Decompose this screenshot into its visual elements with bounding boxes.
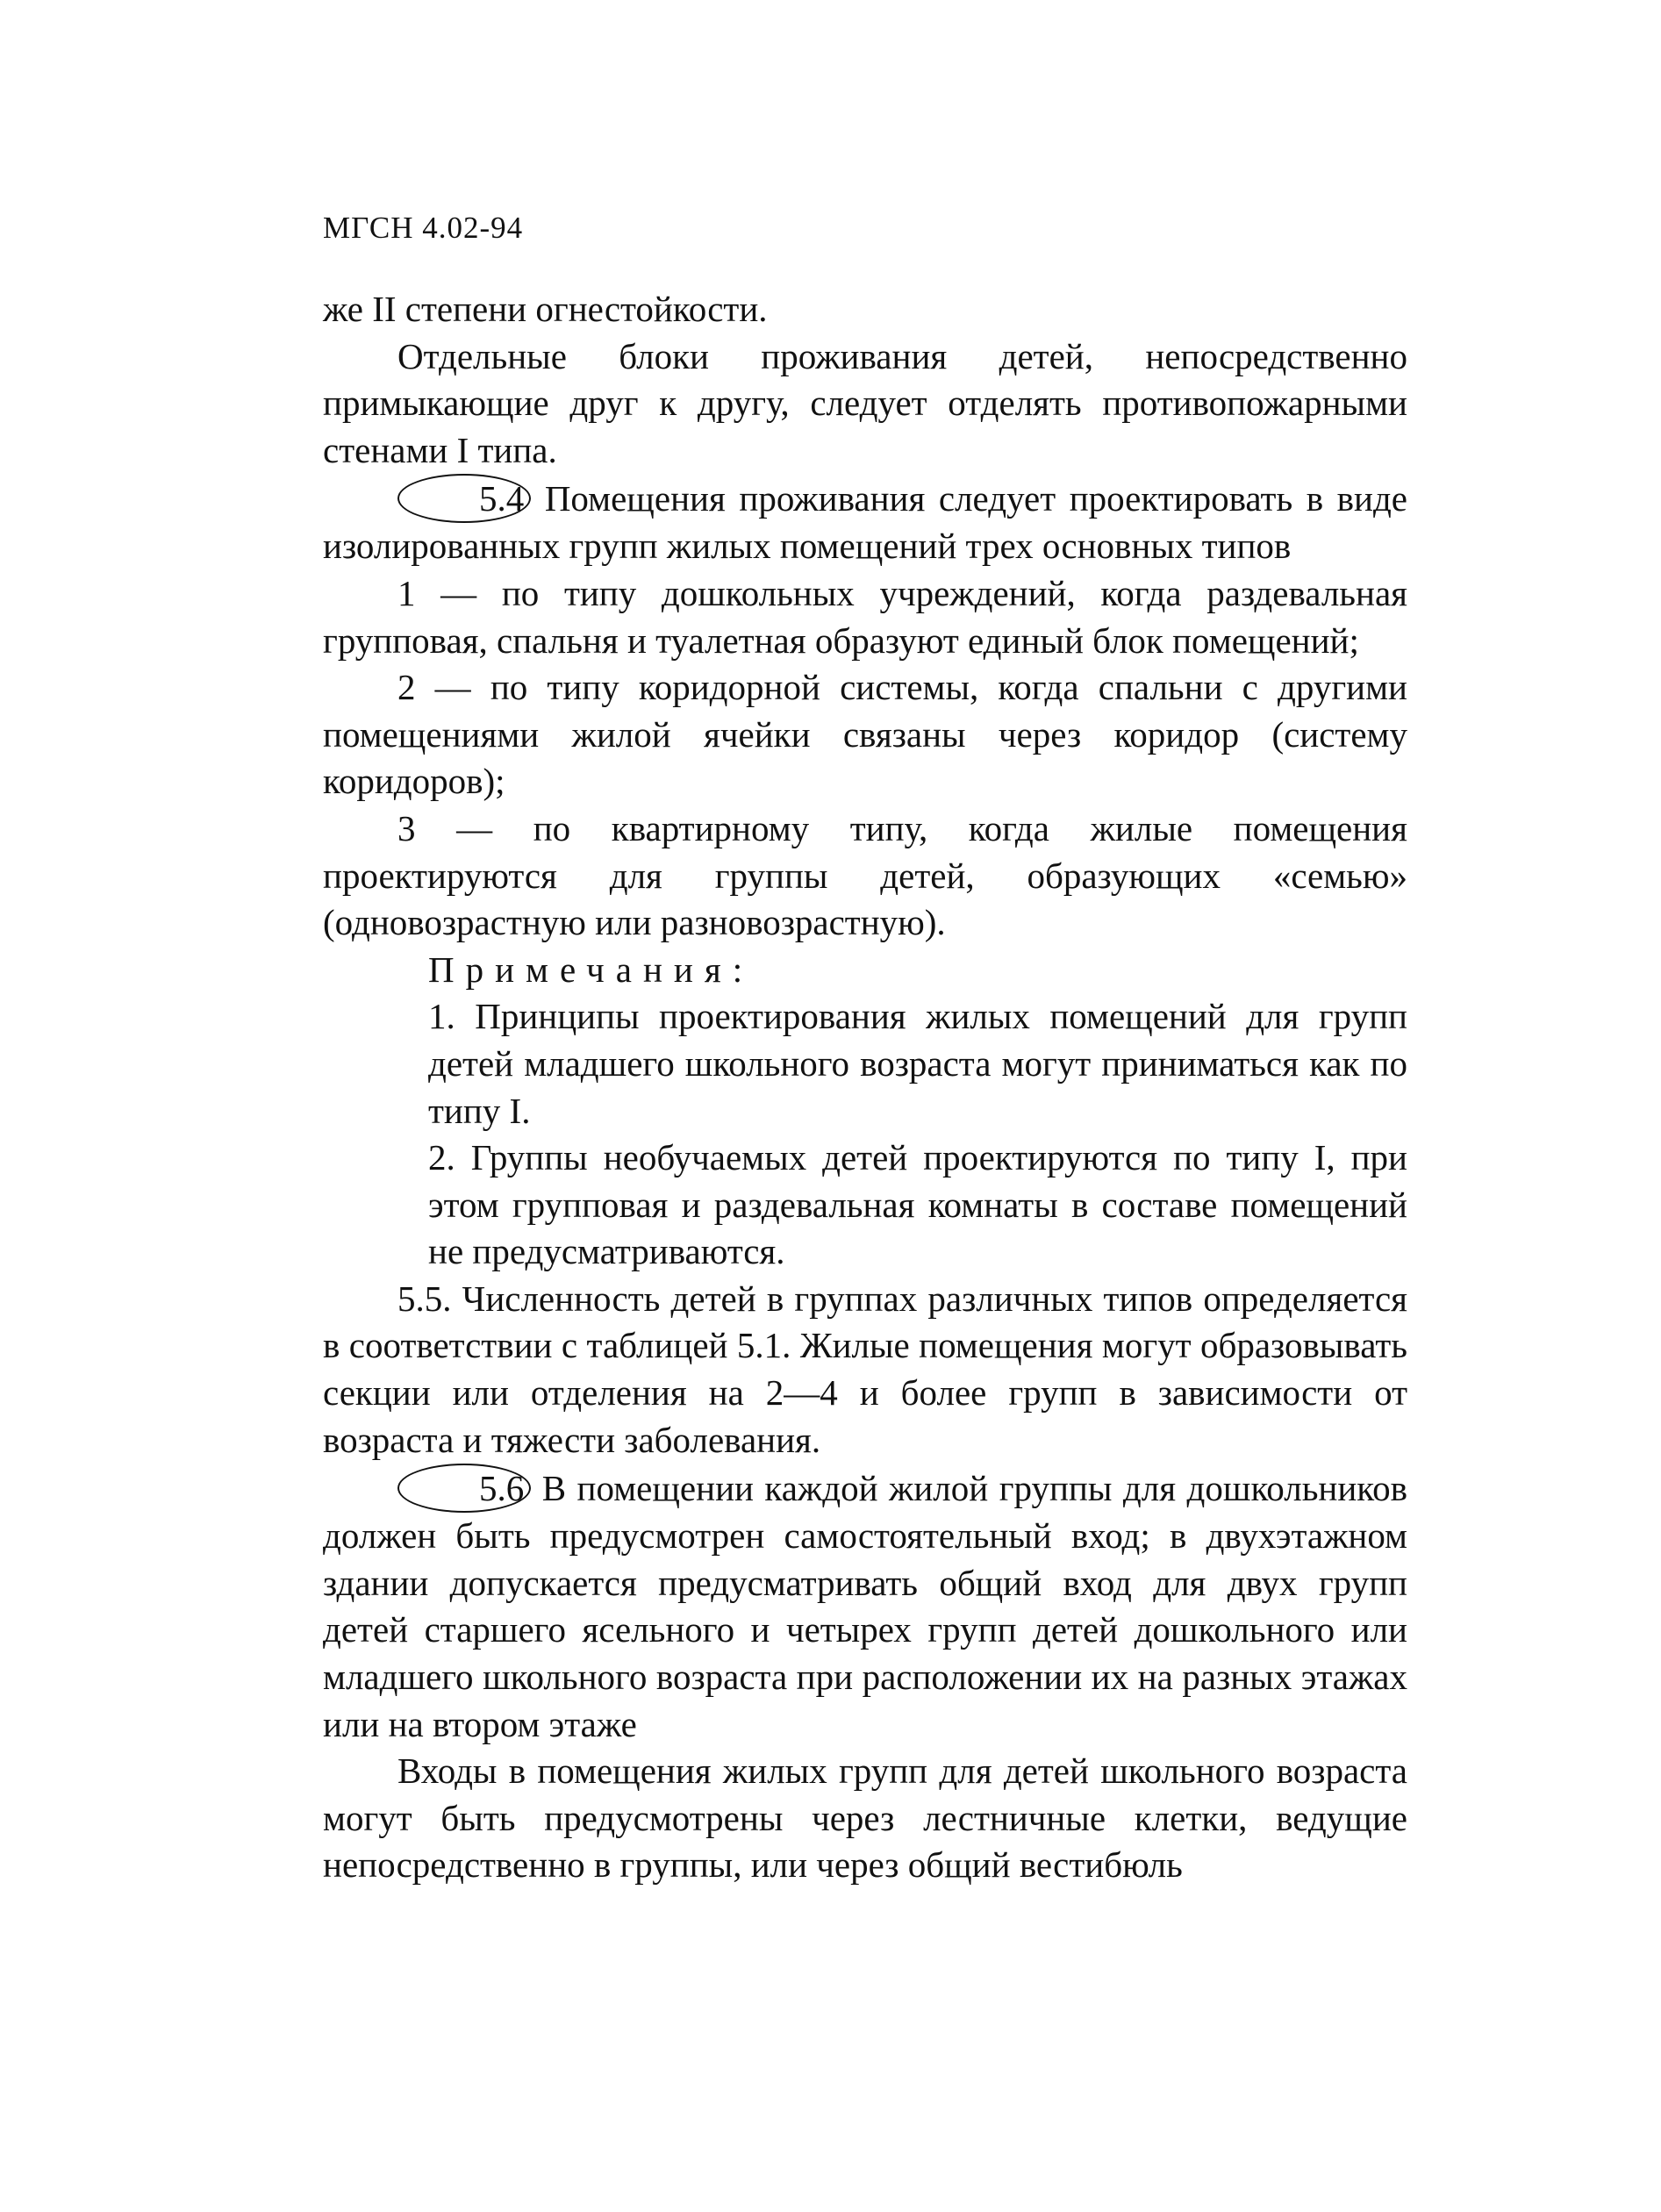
clause-text: Помещения проживания следует проектировать в виде изолированных групп жилых помещений трех основных типов [323,478,1408,567]
list-item: 2 — по типу коридорной системы, когда спальни с другими помещениями жилой ячейки связаны через коридор (систему коридоров); [323,667,1407,802]
clause-text: В помещении каждой жилой группы для дошкольников должен быть предусмотрен самостоятельный вход; в двухэтажном здании допускается предусматривать общий вход для двух групп детей старшего ясельного и четырех групп детей дошкольного или младшего школьного возраста при расположении их на разных этажах или на втором этаже [323,1468,1408,1744]
document-code: МГСН 4.02-94 [323,211,524,245]
note: 2. Группы необучаемых детей проектируются по типу I, при этом групповая и раздевальная комнаты в составе помещений не предусматриваются. [428,1137,1407,1272]
body-text [323,286,1407,1889]
notes-heading: Примечания: [428,949,755,990]
paragraph: Входы в помещения жилых групп для детей школьного возраста могут быть предусмотрены через лестничные клетки, ведущие непосредственно в группы, или через общий вестибюль [323,1750,1407,1886]
paragraph-5-4 [323,474,1407,570]
paragraph-5-6 [323,1464,1407,1748]
paragraph: же II степени огнестойкости. [323,289,768,329]
list-item: 3 — по квартирному типу, когда жилые помещения проектируются для группы детей, образующих «семью» (одновозрастную или разновозрастную). [323,807,1407,943]
paragraph: Отдельные блоки проживания детей, непосредственно примыкающие друг к другу, следует отделять противопожарными стенами I типа. [323,335,1407,470]
note: 1. Принципы проектирования жилых помещений для групп детей младшего школьного возраста могут приниматься как по типу I. [428,996,1407,1131]
clause-number-circled: 5.4 [397,474,531,523]
clause-number-circled: 5.6 [397,1464,531,1513]
paragraph-5-5: 5.5. Численность детей в группах различных типов определяется в соответствии с таблицей 5.1. Жилые помещения могут образовывать секции или отделения на 2—4 и более групп в зависимости от возраста и тяжести заболевания. [323,1278,1407,1460]
list-item: 1 — по типу дошкольных учреждений, когда раздевальная групповая, спальня и туалетная образуют единый блок помещений; [323,572,1407,661]
